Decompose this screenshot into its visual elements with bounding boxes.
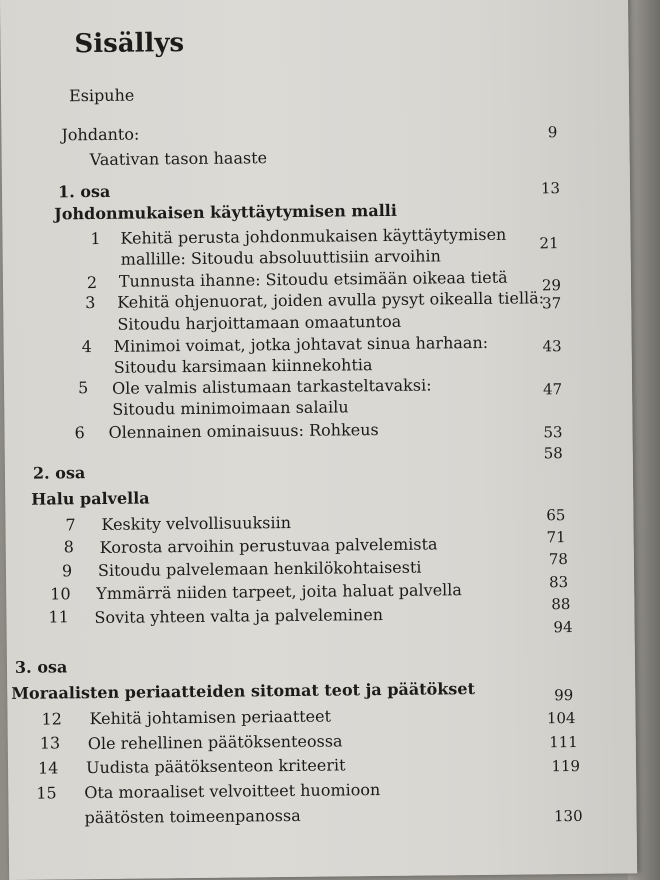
- johdanto-page: 9: [547, 123, 558, 142]
- chapter-5-line1: Ole valmis alistumaan tarkasteltavaksi:: [111, 375, 432, 398]
- chapter-5-number: 5: [77, 378, 89, 398]
- chapter-3-page: 37: [542, 294, 562, 313]
- part3-label: 3. osa: [14, 657, 68, 677]
- chapter-4-number: 4: [81, 337, 92, 357]
- chapter-2-page: 29: [541, 276, 562, 295]
- chapter-14-text: Uudista päätöksenteon kriteerit: [85, 755, 346, 778]
- chapter-5-page: 47: [542, 380, 563, 399]
- chapter-7-text: Keskity velvollisuuksiin: [101, 512, 292, 534]
- chapter-13-text: Ole rehellinen päätöksenteossa: [87, 731, 343, 754]
- esipuhe-entry: Esipuhe: [68, 85, 135, 106]
- chapter-3-line1: Kehitä ohjenuorat, joiden avulla pysyt oikealla tiellä:: [117, 288, 545, 312]
- part1-label: 1. osa: [57, 181, 111, 202]
- part2-page: 65: [546, 506, 566, 525]
- chapter-12-number: 12: [41, 709, 62, 729]
- chapter-3-number: 3: [85, 293, 96, 313]
- chapter-4-line2: Sitoudu karsimaan kiinnekohtia: [113, 355, 373, 377]
- chapter-12-page: 104: [546, 709, 576, 728]
- chapter-12-text: Kehitä johtamisen periaatteet: [89, 706, 332, 729]
- chapter-11-number: 11: [48, 607, 69, 627]
- chapter-6-number: 6: [74, 423, 85, 443]
- chapter-1-page: 21: [539, 234, 559, 253]
- chapter-13-page: 111: [549, 732, 578, 752]
- chapter-14-number: 14: [37, 758, 59, 778]
- chapter-7-page: 71: [546, 528, 566, 547]
- chapter-15-line2: päätösten toimeenpanossa: [84, 805, 301, 828]
- chapter-9-text: Sitoudu palvelemaan henkilökohtaisesti: [97, 557, 422, 581]
- chapter-8-page: 78: [548, 550, 568, 569]
- part2-label: 2. osa: [32, 463, 86, 483]
- part1-title: Johdonmukaisen käyttäytymisen malli: [54, 200, 397, 224]
- chapter-4-page: 43: [542, 337, 562, 356]
- chapter-3-line2: Sitoudu harjoittamaan omaatuntoa: [117, 311, 402, 334]
- chapter-10-number: 10: [50, 584, 71, 604]
- chapter-4-line1: Minimoi voimat, jotka johtavat sinua harhaan:: [113, 332, 489, 356]
- chapter-1-line1: Kehitä perusta johdonmukaisen käyttäytymisen: [120, 224, 507, 248]
- chapter-8-number: 8: [63, 537, 75, 557]
- chapter-8-text: Korosta arvoihin perustuvaa palvelemista: [99, 534, 438, 557]
- part3-page: 99: [554, 686, 574, 705]
- chapter-15-line1: Ota moraaliset velvoitteet huomioon: [84, 780, 381, 803]
- chapter-10-page: 88: [551, 595, 571, 614]
- part1-end-page: 58: [543, 444, 563, 463]
- chapter-15-number: 15: [36, 783, 57, 803]
- chapter-11-page: 94: [553, 618, 573, 637]
- chapter-6-line1: Olennainen ominaisuus: Rohkeus: [108, 420, 379, 442]
- chapter-14-page: 119: [551, 756, 581, 776]
- chapter-9-page: 83: [548, 573, 569, 592]
- chapter-1-line2: mallille: Sitoudu absoluuttisiin arvoihin: [120, 246, 441, 269]
- chapter-7-number: 7: [65, 515, 76, 535]
- chapter-1-number: 1: [90, 228, 101, 249]
- part1-page: 13: [540, 179, 561, 198]
- chapter-11-text: Sovita yhteen valta ja palveleminen: [94, 605, 384, 628]
- chapter-2-number: 2: [86, 272, 98, 293]
- part2-title: Halu palvella: [31, 488, 150, 509]
- chapter-15-page: 130: [553, 806, 583, 826]
- chapter-13-number: 13: [39, 733, 61, 753]
- chapter-2-line1: Tunnusta ihanne: Sitoudu etsimään oikeaa tietä: [118, 267, 508, 291]
- chapter-9-number: 9: [61, 561, 73, 581]
- page-title: Sisällys: [74, 28, 185, 60]
- johdanto-subtitle: Vaativan tason haaste: [89, 148, 268, 170]
- chapter-10-text: Ymmärrä niiden tarpeet, joita haluat palvella: [96, 580, 462, 604]
- chapter-5-line2: Sitoudu minimoimaan salailu: [112, 397, 349, 419]
- chapter-6-page: 53: [543, 423, 563, 442]
- johdanto-label: Johdanto:: [61, 124, 140, 145]
- part3-title: Moraalisten periaatteiden sitomat teot ja päätökset: [11, 679, 476, 703]
